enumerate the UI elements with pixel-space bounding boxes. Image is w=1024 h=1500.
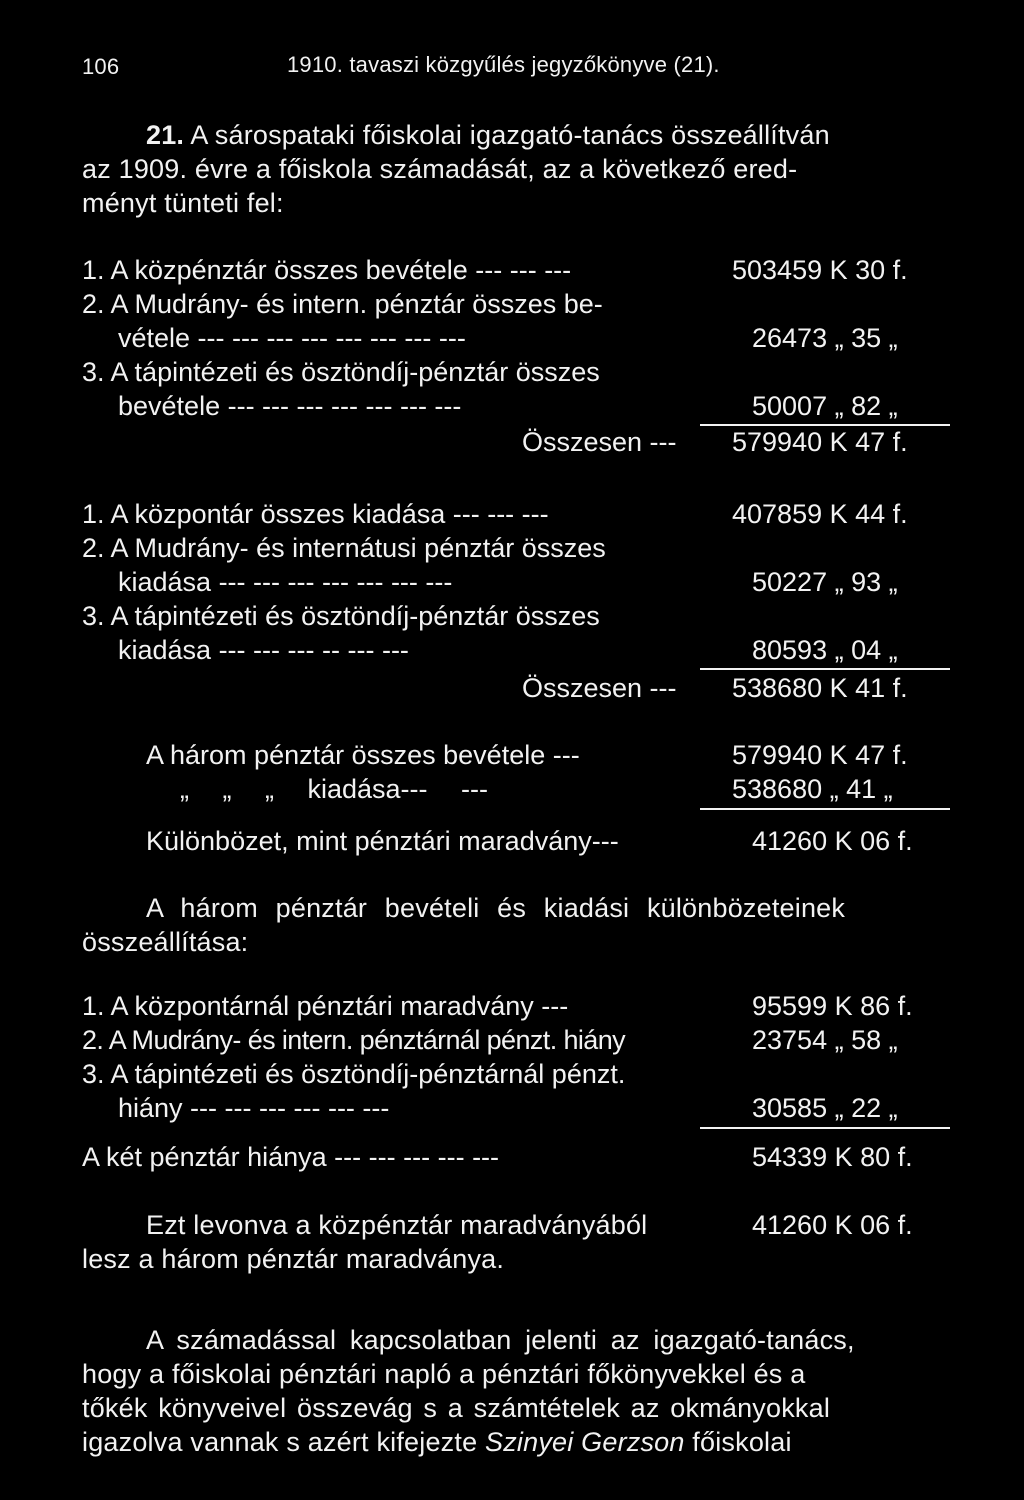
income-total-amount: 579940 K 47 f. [732, 427, 908, 457]
expense-total-label: Összesen --- [522, 673, 677, 703]
intro-line-3: ményt tünteti fel: [82, 188, 284, 218]
income-row-1-label: 1. A közpénztár összes bevétele --- --- --- [82, 255, 572, 285]
running-title: 1910. tavaszi közgyűlés jegyzőkönyve (21). [287, 52, 720, 77]
closing-text-4b: főiskolai [684, 1427, 792, 1457]
balance-expense-amount: 538680 „ 41 „ [732, 774, 893, 804]
closing-text-4a: igazolva vannak s azért kifejezte [82, 1427, 486, 1457]
expense-row-2-amount: 50227 „ 93 „ [752, 567, 898, 597]
closing-line-2: hogy a főiskolai pénztári napló a pénztári főkönyvekkel és a [82, 1359, 806, 1389]
balance-expense-label: „ „ „ kiadása--- --- [180, 774, 488, 804]
page-number: 106 [82, 54, 120, 79]
diff-row-3-amount: 30585 „ 22 „ [752, 1093, 898, 1123]
expense-row-2-label-b: kiadása --- --- --- --- --- --- --- [118, 567, 453, 597]
expense-row-2-label-a: 2. A Mudrány- és internátusi pénztár összes [82, 533, 606, 563]
diff-row-1-amount: 95599 K 86 f. [752, 991, 913, 1021]
diff-total-label: A két pénztár hiánya --- --- --- --- --- [82, 1142, 500, 1172]
balance-diff-amount: 41260 K 06 f. [752, 826, 913, 856]
expense-row-3-amount: 80593 „ 04 „ [752, 635, 898, 665]
expense-sum-rule [700, 668, 950, 670]
person-name: Szinyei Gerzson [485, 1427, 685, 1457]
expense-row-1-label: 1. A központár összes kiadása --- --- --- [82, 499, 549, 529]
balance-diff-label: Különbözet, mint pénztári maradvány--- [146, 826, 619, 856]
diff-row-3-label-a: 3. A tápintézeti és ösztöndíj-pénztárnál pénzt. [82, 1059, 626, 1089]
diff-row-3-label-b: hiány --- --- --- --- --- --- [118, 1093, 390, 1123]
closing-line-1: A számadással kapcsolatban jelenti az igazgató-tanács, [146, 1325, 855, 1355]
deduct-line-1: Ezt levonva a közpénztár maradványából [146, 1210, 648, 1240]
intro-line-2: az 1909. évre a főiskola számadását, az a következő ered- [82, 154, 798, 184]
diff-sum-rule [700, 1127, 950, 1129]
diff-intro-line-2: összeállítása: [82, 927, 249, 957]
diff-row-1-label: 1. A központárnál pénztári maradvány --- [82, 991, 569, 1021]
deduct-amount: 41260 K 06 f. [752, 1210, 913, 1240]
income-row-3-amount: 50007 „ 82 „ [752, 391, 898, 421]
intro-text-1: A sárospataki főiskolai igazgató-tanács összeállítván [190, 120, 830, 150]
diff-row-2-label: 2. A Mudrány- és intern. pénztárnál pénzt. hiány [82, 1025, 626, 1055]
expense-row-3-label-b: kiadása --- --- --- -- --- --- [118, 635, 409, 665]
income-row-2-label-b: vétele --- --- --- --- --- --- --- --- [118, 323, 466, 353]
expense-row-1-amount: 407859 K 44 f. [732, 499, 908, 529]
income-total-label: Összesen --- [522, 427, 677, 457]
intro-line-1 [146, 118, 830, 152]
diff-row-2-amount: 23754 „ 58 „ [752, 1025, 898, 1055]
deduct-line-2: lesz a három pénztár maradványa. [82, 1244, 505, 1274]
income-row-3-label-a: 3. A tápintézeti és ösztöndíj-pénztár összes [82, 357, 600, 387]
income-row-2-amount: 26473 „ 35 „ [752, 323, 898, 353]
section-number: 21. [146, 120, 185, 150]
balance-income-label: A három pénztár összes bevétele --- [146, 740, 580, 770]
expense-total-amount: 538680 K 41 f. [732, 673, 908, 703]
income-row-1-amount: 503459 K 30 f. [732, 255, 908, 285]
balance-income-amount: 579940 K 47 f. [732, 740, 908, 770]
balance-rule [700, 808, 950, 810]
closing-line-4 [82, 1425, 792, 1459]
closing-line-3: tőkék könyveivel összevág s a számtételek az okmányokkal [82, 1393, 831, 1423]
income-row-2-label-a: 2. A Mudrány- és intern. pénztár összes be- [82, 289, 603, 319]
expense-row-3-label-a: 3. A tápintézeti és ösztöndíj-pénztár összes [82, 601, 600, 631]
diff-intro-line-1: A három pénztár bevételi és kiadási különbözeteinek [146, 893, 846, 923]
income-row-3-label-b: bevétele --- --- --- --- --- --- --- [118, 391, 462, 421]
diff-total-amount: 54339 K 80 f. [752, 1142, 913, 1172]
